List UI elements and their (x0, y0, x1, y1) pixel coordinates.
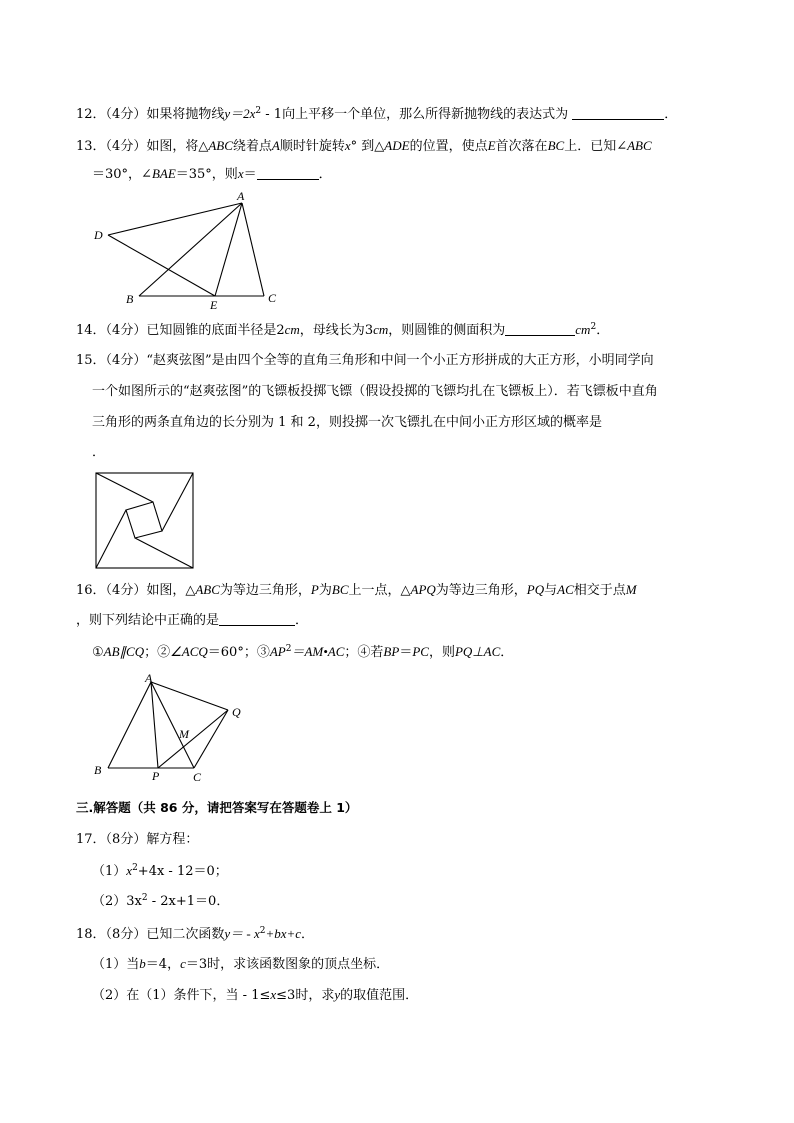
text: 在（1）条件下，当 - 1≤ (126, 988, 271, 1003)
question-number: 15． (76, 353, 106, 368)
point-label-b: B (94, 763, 102, 777)
text: “赵爽弦图”是由四个全等的直角三角形和中间一个小正方形拼成的大正方形，小明同学向 (146, 353, 654, 368)
point-label-a: A (237, 189, 245, 203)
math: E (487, 138, 496, 153)
question-12 (76, 106, 677, 123)
exponent: 2 (141, 893, 148, 903)
text: 上一点，△ (348, 583, 411, 598)
question-number: 12． (76, 107, 106, 122)
math: +bx+c (265, 926, 302, 941)
text: 上．已知∠ (564, 139, 628, 154)
point-label-c: C (268, 291, 277, 305)
question-number: 18． (76, 927, 106, 942)
math: BAE (151, 166, 176, 181)
math: ADE (384, 138, 410, 153)
math: ∠ACQ (170, 644, 208, 659)
exponent: 2 (285, 644, 292, 654)
text: ；④若 (344, 645, 384, 660)
segment-pq (158, 710, 228, 768)
math: ＝AM•AC (291, 644, 345, 659)
question-number: 16． (76, 583, 106, 598)
text: ＝4， (145, 957, 181, 972)
text: 为等边三角形， (219, 583, 311, 598)
punctuation: ． (301, 927, 315, 942)
punctuation: ． (92, 445, 106, 460)
punctuation: ． (295, 613, 309, 628)
question-text: 如果将抛物线 (146, 107, 225, 122)
question-number: 13． (76, 139, 106, 154)
text: ° (350, 139, 358, 154)
inner-small-square (126, 502, 162, 538)
question-16-line-2 (76, 613, 308, 629)
math: AB∥CQ (103, 644, 145, 659)
text: 为 (318, 583, 332, 598)
question-15-line-4 (92, 445, 105, 461)
text: 如图，将△ (146, 139, 209, 154)
unit-exponent: 2 (590, 322, 597, 332)
text: ，则圆锥的侧面积为 (388, 323, 506, 338)
triangle-hypotenuse (96, 473, 153, 502)
text: 如图，△ (146, 583, 196, 598)
question-17-part-2 (92, 894, 229, 910)
text: ，则下列结论中正确的是 (76, 613, 220, 628)
question-15-line-3 (92, 415, 602, 431)
text: 与 (544, 583, 558, 598)
point-label-c: C (193, 770, 202, 784)
section-3-heading: 三.解答题（共 86 分，请把答案写在答题卷上 1） (76, 800, 358, 815)
math: AP (269, 644, 286, 659)
text: 的取值范围． (340, 988, 419, 1003)
text: 顺时针旋转 (279, 139, 345, 154)
punctuation: ． (664, 107, 678, 122)
math: BC (331, 582, 349, 597)
question-number: 14． (76, 323, 106, 338)
question-text: 向上平移一个单位，那么所得新抛物线的表达式为 (282, 107, 569, 122)
segment-ab (108, 682, 151, 768)
part-label: （1） (92, 864, 127, 879)
segment-ac (242, 203, 264, 296)
math: y＝ - x (224, 926, 260, 941)
unit: cm (284, 322, 300, 337)
segment-de (108, 235, 215, 296)
point-label-b: B (126, 292, 134, 306)
text: ，则 (428, 645, 455, 660)
question-17-part-1 (92, 863, 228, 880)
text: 到△ (361, 139, 385, 154)
part-label: （2） (92, 988, 127, 1003)
text: ＝ (399, 645, 413, 660)
segment-ae (215, 203, 242, 296)
punctuation: ． (318, 167, 332, 182)
math: x (126, 863, 133, 878)
figure-q16-equilateral-triangles (90, 670, 250, 786)
unit: cm (575, 322, 591, 337)
question-18-part-1 (92, 956, 389, 973)
exponent: 2 (259, 926, 266, 936)
triangle-hypotenuse (162, 473, 193, 531)
question-16-line-1 (76, 582, 637, 599)
point-label-d: D (94, 228, 103, 242)
question-score: （4分） (105, 583, 147, 598)
math: ABC (195, 582, 220, 597)
math: y (334, 987, 341, 1002)
text: 为等边三角形， (435, 583, 527, 598)
triangle-hypotenuse (96, 510, 126, 568)
math: x (344, 138, 351, 153)
outer-square (96, 473, 193, 568)
question-14 (76, 322, 609, 339)
text: 已知圆锥的底面半径是 (146, 323, 277, 338)
text: 已知二次函数 (146, 927, 225, 942)
part-label: （2） (92, 894, 127, 909)
question-score: （4分） (105, 353, 147, 368)
formula-tail: - 1 (261, 107, 283, 122)
text: ；③ (243, 645, 270, 660)
math: A (271, 138, 280, 153)
point-label-q: Q (232, 705, 241, 719)
option-marker: ① (92, 645, 104, 660)
point-label-m: M (179, 727, 189, 741)
text: ，母线长为 (299, 323, 365, 338)
math: PQ (526, 582, 545, 597)
question-score: （4分） (105, 323, 147, 338)
question-16-options (92, 644, 513, 661)
math: BC (547, 138, 565, 153)
punctuation: ． (500, 645, 514, 660)
question-score: （4分） (105, 139, 147, 154)
text: ≤3时，求 (276, 988, 335, 1003)
text: 绕着点 (232, 139, 272, 154)
text: ＝30°，∠ (92, 167, 152, 182)
math: AC (557, 582, 574, 597)
math: M (625, 582, 637, 597)
answer-blank[interactable] (257, 167, 319, 180)
question-17 (76, 832, 198, 848)
point-label-a: A (145, 671, 153, 685)
exponent: 2 (132, 863, 138, 873)
math: BP (383, 644, 400, 659)
point-label-p: P (152, 769, 160, 783)
math: PC (412, 644, 429, 659)
question-score: （4分） (105, 107, 147, 122)
part-label: （1） (92, 957, 127, 972)
value: 3 (364, 323, 374, 338)
text: ；② (144, 645, 171, 660)
text: 当 (126, 957, 140, 972)
math: x (270, 987, 277, 1002)
answer-blank[interactable] (572, 107, 664, 120)
question-15-line-2 (92, 384, 658, 400)
math: +4x - 12＝0； (137, 864, 228, 879)
math: P (310, 582, 319, 597)
question-13-line-1 (76, 138, 652, 155)
text: 三角形的两条直角边的长分别为 1 和 2，则投掷一次飞镖扎在中间小正方形区域的概率是 (92, 415, 602, 430)
question-18-part-2 (92, 987, 418, 1004)
question-18 (76, 926, 314, 943)
math: b (139, 956, 146, 971)
text: 一个如图所示的“赵爽弦图”的飞镖板投掷飞镖（假设投掷的飞镖均扎在飞镖板上）．若飞镖板中直角 (92, 384, 658, 399)
answer-blank[interactable] (505, 323, 575, 336)
text: 首次落在 (495, 139, 548, 154)
text: ＝3时，求该函数图象的顶点坐标． (185, 957, 390, 972)
answer-blank[interactable] (219, 613, 295, 626)
text: 解方程： (146, 832, 199, 847)
math: ABC (208, 138, 233, 153)
punctuation: ． (596, 323, 610, 338)
figure-q13-rotation (88, 188, 288, 312)
text: ＝35°，则 (175, 167, 238, 182)
math: c (180, 956, 186, 971)
segment-cq (194, 710, 228, 768)
figure-q15-zhao-shuang-diagram (95, 472, 195, 570)
segment-ad (108, 203, 242, 235)
question-13-line-2 (92, 166, 332, 183)
unit: cm (373, 322, 389, 337)
question-number: 17． (76, 832, 106, 847)
question-score: （8分） (105, 927, 147, 942)
question-score: （8分） (105, 832, 147, 847)
question-15-line-1 (76, 353, 654, 369)
math: APQ (410, 582, 436, 597)
math: 3x (126, 894, 142, 909)
triangle-hypotenuse (135, 538, 193, 568)
point-label-e: E (210, 298, 218, 312)
value: 2 (276, 323, 285, 338)
formula: y＝2x (224, 106, 256, 121)
text: 的位置，使点 (409, 139, 488, 154)
math: x (237, 166, 244, 181)
text: ＝60° (207, 645, 244, 660)
math: PQ⊥AC (454, 644, 501, 659)
text: 相交于点 (573, 583, 626, 598)
math: - 2x+1＝0． (147, 894, 230, 909)
text: ＝ (243, 167, 257, 182)
math: ABC (627, 138, 652, 153)
formula-exponent: 2 (255, 106, 262, 116)
